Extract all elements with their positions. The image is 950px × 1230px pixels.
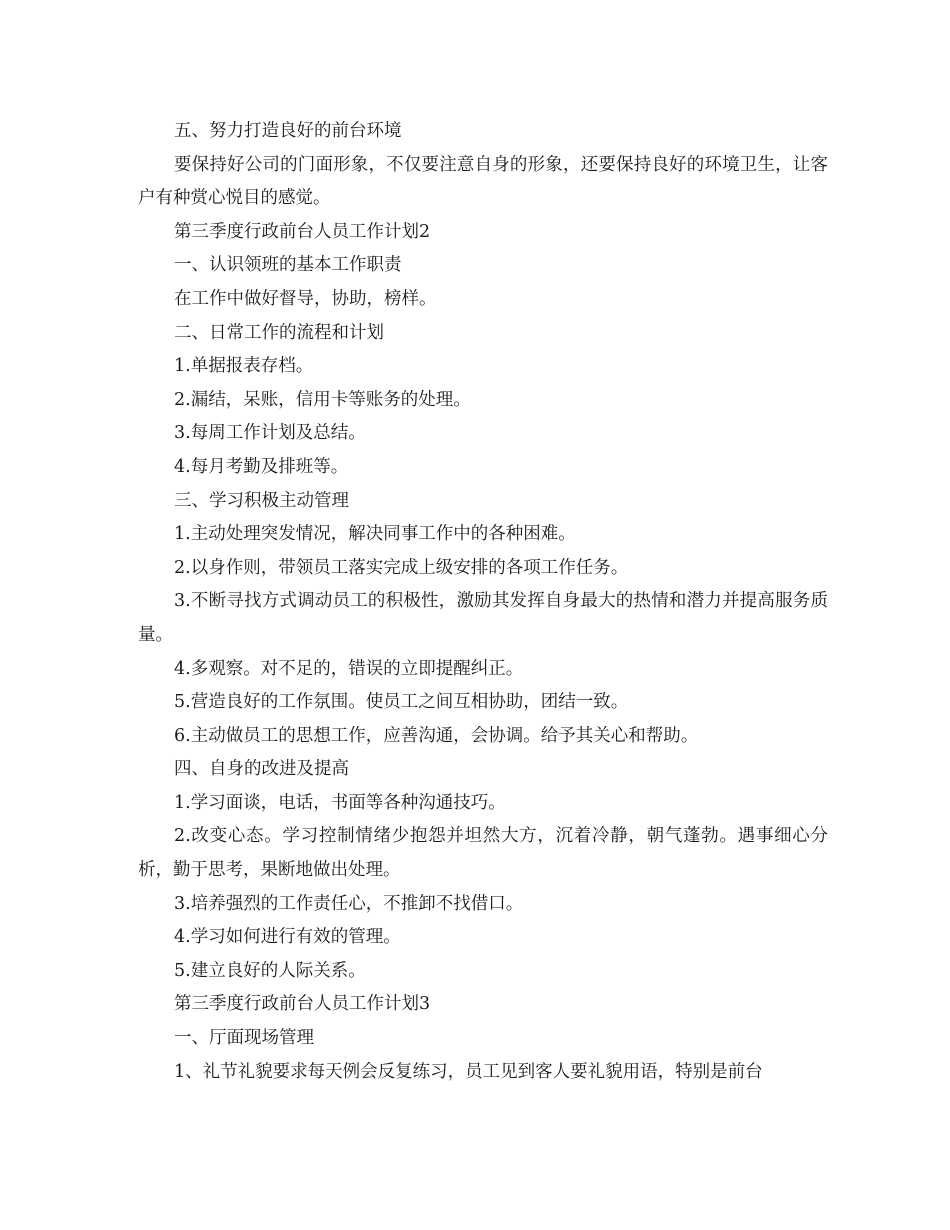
list-item: 3.培养强烈的工作责任心，不推卸不找借口。 — [174, 893, 524, 914]
list-item: 2.改变心态。学习控制情绪少抱怨并坦然大方，沉着冷静，朝气蓬勃。遇事细心分析，勤于思考，果断地做出处理。 — [138, 826, 828, 881]
section-heading: 三、学习积极主动管理 — [174, 490, 349, 511]
section-heading: 二、日常工作的流程和计划 — [174, 322, 384, 343]
list-item: 2.以身作则，带领员工落实完成上级安排的各项工作任务。 — [174, 557, 629, 578]
list-item: 4.学习如何进行有效的管理。 — [174, 927, 401, 948]
paragraph: 在工作中做好督导，协助，榜样。 — [174, 288, 437, 309]
list-item: 5.建立良好的人际关系。 — [174, 960, 366, 981]
list-item: 1.学习面谈，电话，书面等各种沟通技巧。 — [174, 792, 506, 813]
list-item: 2.漏结，呆账，信用卡等账务的处理。 — [174, 389, 471, 410]
list-item: 3.不断寻找方式调动员工的积极性，激励其发挥自身最大的热情和潜力并提高服务质量。 — [138, 591, 828, 645]
list-item: 1.主动处理突发情况，解决同事工作中的各种困难。 — [174, 524, 576, 545]
list-item: 3.每周工作计划及总结。 — [174, 423, 366, 444]
plan-title: 第三季度行政前台人员工作计划3 — [174, 994, 431, 1015]
document-body — [138, 115, 828, 1089]
paragraph: 要保持好公司的门面形象，不仅要注意自身的形象，还要保持良好的环境卫生，让客户有种赏心悦目的感觉。 — [138, 154, 828, 209]
list-item: 5.营造良好的工作氛围。使员工之间互相协助，团结一致。 — [174, 692, 629, 713]
list-item: 1.单据报表存档。 — [174, 356, 314, 377]
list-item: 6.主动做员工的思想工作，应善沟通，会协调。给予其关心和帮助。 — [174, 725, 699, 746]
list-item: 1、礼节礼貌要求每天例会反复练习，员工见到客人要礼貌用语，特别是前台 — [174, 1061, 763, 1082]
plan-title: 第三季度行政前台人员工作计划2 — [174, 221, 431, 242]
section-heading: 五、努力打造良好的前台环境 — [174, 121, 402, 141]
section-heading: 一、厅面现场管理 — [174, 1028, 314, 1049]
list-item: 4.多观察。对不足的，错误的立即提醒纠正。 — [174, 658, 524, 679]
list-item: 4.每月考勤及排班等。 — [174, 456, 349, 477]
section-heading: 四、自身的改进及提高 — [174, 759, 349, 780]
section-heading: 一、认识领班的基本工作职责 — [174, 255, 402, 276]
